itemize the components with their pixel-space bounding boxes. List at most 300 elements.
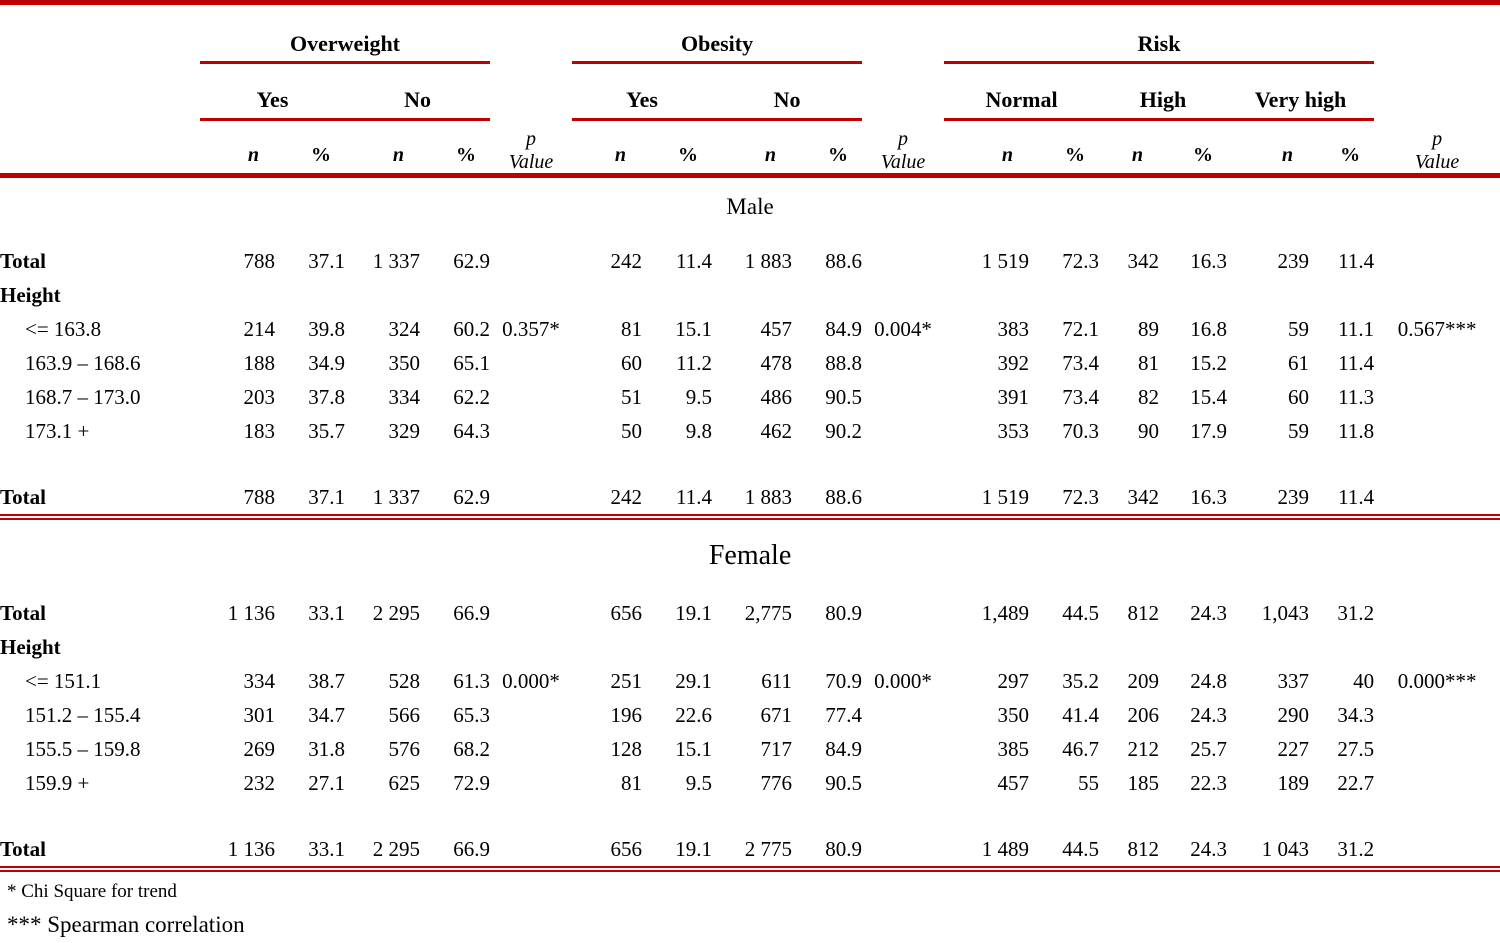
data-cell: 34.9 [308,351,345,375]
n-column-header: n [572,120,642,176]
data-cell: 31.8 [308,737,345,761]
data-cell: 17.9 [1190,419,1228,443]
data-cell: 301 [243,703,275,727]
section-title-female: Female [708,540,792,571]
data-cell [200,278,275,312]
data-cell: 27.5 [1337,737,1375,761]
data-cell: 528 [388,669,420,693]
data-cell: 812 [1127,601,1160,625]
data-cell: 34.7 [308,703,345,727]
data-cell: 9.8 [685,419,713,443]
data-cell: 72.1 [1062,317,1100,341]
data-cell: 84.9 [825,737,863,761]
data-cell: 1 337 [372,249,420,273]
data-cell [1227,630,1309,664]
data-cell: 128 [610,737,643,761]
subgroup-header-no: No [712,63,862,120]
data-cell: 239 [1227,448,1309,517]
data-cell: 88.8 [825,351,863,375]
data-cell: 15.1 [675,317,713,341]
p-label: p [526,128,537,151]
p-value-cell [1374,448,1500,517]
data-cell: 16.8 [1190,317,1228,341]
p-label: p [1432,128,1443,151]
data-cell: 22.6 [675,703,713,727]
data-cell: 24.3 [1190,601,1228,625]
data-cell: 457 [760,317,793,341]
data-cell: 212 [1127,737,1160,761]
data-cell: 88.6 [825,249,863,273]
data-cell [1227,278,1309,312]
p-value-cell [1374,278,1500,312]
p-value-cell [862,244,944,278]
p-value-cell [490,448,572,517]
data-cell: 90.5 [825,385,863,409]
data-cell: 337 [1277,669,1310,693]
p-value-cell [490,380,572,414]
data-cell: 37.8 [308,385,345,409]
table-row [0,766,1500,800]
table-row [0,732,1500,766]
value-label: Value [508,150,554,173]
data-cell: 34.3 [1337,703,1375,727]
data-cell: 33.1 [275,800,345,869]
table-row [0,312,1500,346]
data-cell: 185 [1127,771,1160,795]
n-column-header: n [944,120,1029,176]
data-cell: 788 [200,448,275,517]
data-cell: 64.3 [453,419,491,443]
data-cell: 209 [1127,669,1160,693]
row-label: <= 163.8 [25,317,102,341]
row-label: 159.9 + [25,771,90,795]
p-value-cell [1374,732,1500,766]
data-cell: 59 [1288,419,1310,443]
data-cell: 37.1 [275,448,345,517]
data-cell: 51 [621,385,643,409]
data-cell: 242 [610,249,643,273]
data-cell: 1 337 [345,448,420,517]
row-label: 155.5 – 159.8 [25,737,141,761]
data-cell: 1,489 [981,601,1030,625]
row-label: 163.9 – 168.6 [25,351,141,375]
percent-column-header: % [420,120,490,176]
p-value-cell [862,380,944,414]
group-header-obesity: Obesity [572,5,862,63]
table-row [0,346,1500,380]
table-row [0,664,1500,698]
data-cell: 19.1 [675,601,713,625]
data-cell: 196 [610,703,643,727]
p-value-cell: 0.000* [502,669,560,693]
data-cell: 11.2 [676,351,713,375]
row-label: 168.7 – 173.0 [25,385,141,409]
data-cell: 203 [243,385,275,409]
data-cell [200,630,275,664]
n-column-header: n [200,120,275,176]
table-row [0,596,1500,630]
p-value-cell [490,414,572,448]
data-cell: 717 [760,737,793,761]
data-cell [572,278,642,312]
data-cell: 90.2 [825,419,863,443]
data-cell: 385 [997,737,1030,761]
data-cell: 457 [997,771,1030,795]
data-cell: 61 [1288,351,1310,375]
data-cell [642,278,712,312]
p-value-cell [862,278,944,312]
data-cell [642,630,712,664]
data-cell: 11.4 [1309,448,1374,517]
table-row [0,448,1500,517]
table-row [0,414,1500,448]
corner-cell [0,5,200,176]
p-value-cell: 0.004* [874,317,932,341]
data-cell: 72.3 [1029,448,1099,517]
data-cell: 66.9 [453,601,491,625]
data-cell: 46.7 [1062,737,1100,761]
data-cell: 188 [243,351,275,375]
data-cell: 576 [388,737,420,761]
table-header [0,5,1500,176]
p-value-cell [1374,630,1500,664]
data-cell: 11.8 [1338,419,1375,443]
data-cell [275,278,345,312]
data-cell: 50 [621,419,643,443]
subgroup-header-yes: Yes [200,63,345,120]
p-label: p [898,128,909,151]
data-cell: 183 [243,419,275,443]
data-cell: 1 136 [227,601,275,625]
p-value-cell [1374,380,1500,414]
data-cell: 44.5 [1029,800,1099,869]
data-cell [792,630,862,664]
data-cell [345,278,420,312]
data-cell: 342 [1127,249,1160,273]
row-label: Total [0,448,200,517]
subgroup-header-normal: Normal [944,63,1099,120]
p-value-cell [862,346,944,380]
data-cell: 61.3 [453,669,491,693]
p-value-header-2 [862,5,944,176]
subgroup-header-no: No [345,63,490,120]
data-cell: 350 [997,703,1030,727]
p-value-cell: 0.000* [874,669,932,693]
percent-column-header: % [642,120,712,176]
data-cell: 27.1 [308,771,345,795]
data-cell: 11.1 [1338,317,1375,341]
data-cell: 24.3 [1190,703,1228,727]
p-value-cell [1374,698,1500,732]
data-cell: 65.1 [453,351,491,375]
data-cell: 297 [997,669,1030,693]
data-cell [944,278,1029,312]
data-cell: 656 [572,800,642,869]
data-cell: 90 [1138,419,1160,443]
percent-column-header: % [792,120,862,176]
percent-column-header: % [1159,120,1227,176]
p-value-cell [1374,346,1500,380]
data-cell: 40 [1353,669,1375,693]
p-value-cell [862,596,944,630]
data-cell: 11.4 [676,249,713,273]
p-value-cell [490,596,572,630]
p-value-cell [1374,766,1500,800]
data-cell: 22.3 [1190,771,1228,795]
p-value-cell [1374,244,1500,278]
table-body [0,176,1500,870]
data-cell [1099,630,1159,664]
data-cell: 9.5 [685,385,713,409]
p-value-cell [490,244,572,278]
p-value-cell [490,732,572,766]
data-cell: 11.3 [1338,385,1375,409]
value-label: Value [880,150,926,173]
p-value-cell [862,448,944,517]
data-cell: 189 [1277,771,1310,795]
p-value-cell [490,630,572,664]
stats-table [0,5,1500,872]
data-cell: 383 [997,317,1030,341]
data-cell: 60 [621,351,643,375]
data-cell: 611 [761,669,793,693]
data-cell: 232 [243,771,275,795]
data-cell: 24.3 [1159,800,1227,869]
table-row [0,380,1500,414]
table-row [0,278,1500,312]
data-cell: 214 [243,317,275,341]
data-cell: 15.2 [1190,351,1228,375]
data-cell: 206 [1127,703,1160,727]
p-value-cell [490,698,572,732]
data-cell: 9.5 [685,771,713,795]
p-value-cell [862,800,944,869]
data-cell: 391 [997,385,1030,409]
p-value-cell [1374,596,1500,630]
p-value-cell [862,698,944,732]
table-row [0,244,1500,278]
row-label: Total [0,249,46,273]
n-column-header: n [1099,120,1159,176]
data-cell: 11.4 [642,448,712,517]
data-cell: 16.3 [1190,249,1228,273]
data-cell: 227 [1277,737,1310,761]
data-cell: 656 [610,601,643,625]
row-label: <= 151.1 [25,669,102,693]
data-cell: 80.9 [792,800,862,869]
data-cell [1159,278,1227,312]
data-cell: 2 775 [712,800,792,869]
data-cell [712,630,792,664]
data-cell: 334 [243,669,275,693]
data-cell: 478 [760,351,793,375]
section-title-male: Male [726,194,774,219]
data-cell: 269 [243,737,275,761]
n-column-header: n [345,120,420,176]
data-cell: 60.2 [453,317,491,341]
p-value-cell [490,800,572,869]
data-cell: 70.3 [1062,419,1100,443]
data-cell: 73.4 [1062,351,1100,375]
data-cell: 1 883 [712,448,792,517]
data-cell: 31.2 [1337,601,1375,625]
data-cell: 84.9 [825,317,863,341]
data-cell [1309,278,1374,312]
data-cell [1029,630,1099,664]
footnote-chi-square: * Chi Square for trend [7,881,177,902]
data-cell: 35.7 [308,419,345,443]
data-cell: 462 [760,419,793,443]
data-cell: 44.5 [1062,601,1100,625]
data-cell [420,278,490,312]
p-value-cell [490,346,572,380]
n-column-header: n [712,120,792,176]
subgroup-header-high: High [1099,63,1227,120]
data-cell: 81 [621,317,643,341]
data-cell: 2 295 [345,800,420,869]
data-cell: 60 [1288,385,1310,409]
percent-column-header: % [1309,120,1374,176]
data-cell [572,630,642,664]
data-cell: 1 883 [744,249,793,273]
data-cell: 324 [388,317,420,341]
subgroup-header-very-high: Very high [1227,63,1374,120]
p-value-cell [1374,414,1500,448]
data-cell: 72.3 [1062,249,1100,273]
footnote-spearman: *** Spearman correlation [7,912,245,937]
data-cell: 35.2 [1062,669,1100,693]
group-header-overweight: Overweight [200,5,490,63]
data-cell: 242 [572,448,642,517]
data-cell: 62.9 [453,249,491,273]
data-cell: 566 [388,703,420,727]
data-cell: 39.8 [308,317,345,341]
data-cell: 82 [1138,385,1160,409]
data-cell: 77.4 [825,703,863,727]
p-value-cell [490,766,572,800]
data-cell: 80.9 [825,601,863,625]
data-cell [420,630,490,664]
data-cell: 65.3 [453,703,491,727]
data-cell [1099,278,1159,312]
row-label: Height [0,635,61,659]
p-value-cell: 0.357* [502,317,560,341]
data-cell: 41.4 [1062,703,1100,727]
data-cell: 1 489 [944,800,1029,869]
data-cell: 1 519 [981,249,1030,273]
data-cell: 776 [760,771,793,795]
p-value-cell [862,414,944,448]
p-value-cell [490,278,572,312]
data-cell: 38.7 [308,669,345,693]
group-header-risk: Risk [944,5,1374,63]
p-value-cell [862,732,944,766]
data-cell: 68.2 [453,737,491,761]
data-cell: 334 [388,385,420,409]
table-row [0,630,1500,664]
data-cell: 625 [388,771,420,795]
data-cell: 62.9 [420,448,490,517]
data-cell: 33.1 [308,601,345,625]
table-row [0,698,1500,732]
data-cell: 2 295 [372,601,420,625]
data-cell: 73.4 [1062,385,1100,409]
data-cell: 81 [1138,351,1160,375]
data-cell: 812 [1099,800,1159,869]
data-cell: 19.1 [642,800,712,869]
p-value-cell [862,766,944,800]
data-cell: 55 [1078,771,1100,795]
data-cell: 62.2 [453,385,491,409]
data-cell: 342 [1099,448,1159,517]
data-cell: 22.7 [1337,771,1375,795]
data-cell: 11.4 [1338,249,1375,273]
data-cell: 89 [1138,317,1160,341]
data-cell: 15.1 [675,737,713,761]
data-cell: 353 [997,419,1030,443]
data-cell: 290 [1277,703,1310,727]
data-cell [944,630,1029,664]
data-cell: 350 [388,351,420,375]
p-value-header-3 [1374,5,1500,176]
data-cell: 329 [388,419,420,443]
data-cell: 486 [760,385,793,409]
data-cell: 31.2 [1309,800,1374,869]
data-cell: 2,775 [744,601,793,625]
data-cell [345,630,420,664]
data-cell [1159,630,1227,664]
data-cell: 1,043 [1261,601,1310,625]
data-cell: 671 [760,703,793,727]
data-cell: 72.9 [453,771,491,795]
table-row [0,800,1500,869]
row-label: Total [0,601,46,625]
data-cell: 66.9 [420,800,490,869]
data-cell [792,278,862,312]
data-cell: 25.7 [1190,737,1228,761]
data-cell: 1 043 [1227,800,1309,869]
data-cell [275,630,345,664]
data-cell: 59 [1288,317,1310,341]
data-cell: 239 [1277,249,1310,273]
p-value-cell: 0.567*** [1397,317,1477,341]
data-cell: 37.1 [308,249,345,273]
data-cell: 24.8 [1190,669,1228,693]
value-label: Value [1414,150,1460,173]
data-cell: 29.1 [675,669,713,693]
subgroup-header-yes: Yes [572,63,712,120]
data-cell [712,278,792,312]
data-cell: 88.6 [792,448,862,517]
row-label: 173.1 + [25,419,90,443]
row-label: Total [0,800,200,869]
percent-column-header: % [275,120,345,176]
data-cell: 16.3 [1159,448,1227,517]
p-value-header-1 [490,5,572,176]
row-label: Height [0,283,61,307]
data-cell: 15.4 [1190,385,1228,409]
data-cell: 392 [997,351,1030,375]
data-cell [1029,278,1099,312]
p-value-cell [1374,800,1500,869]
data-cell: 1 519 [944,448,1029,517]
data-cell: 81 [621,771,643,795]
data-cell: 70.9 [825,669,863,693]
footnotes [0,872,1500,943]
p-value-cell: 0.000*** [1397,669,1477,693]
data-cell: 251 [610,669,643,693]
data-cell: 1 136 [200,800,275,869]
